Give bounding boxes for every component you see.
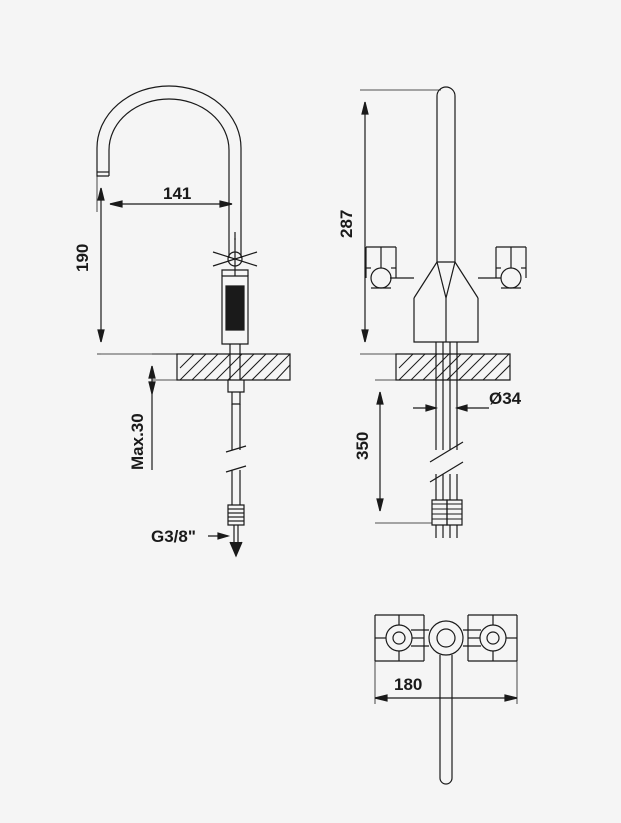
dim-label-max30: Max.30: [128, 413, 147, 470]
dim-label-d34: Ø34: [489, 389, 522, 408]
dim-label-190: 190: [73, 243, 92, 272]
dim-label-180: 180: [394, 675, 423, 694]
dim-label-350: 350: [353, 431, 372, 460]
body-block-fill: [226, 286, 244, 330]
dim-label-287: 287: [337, 209, 356, 238]
dim-label-g38: G3/8": [151, 527, 196, 546]
dim-label-141: 141: [163, 184, 192, 203]
